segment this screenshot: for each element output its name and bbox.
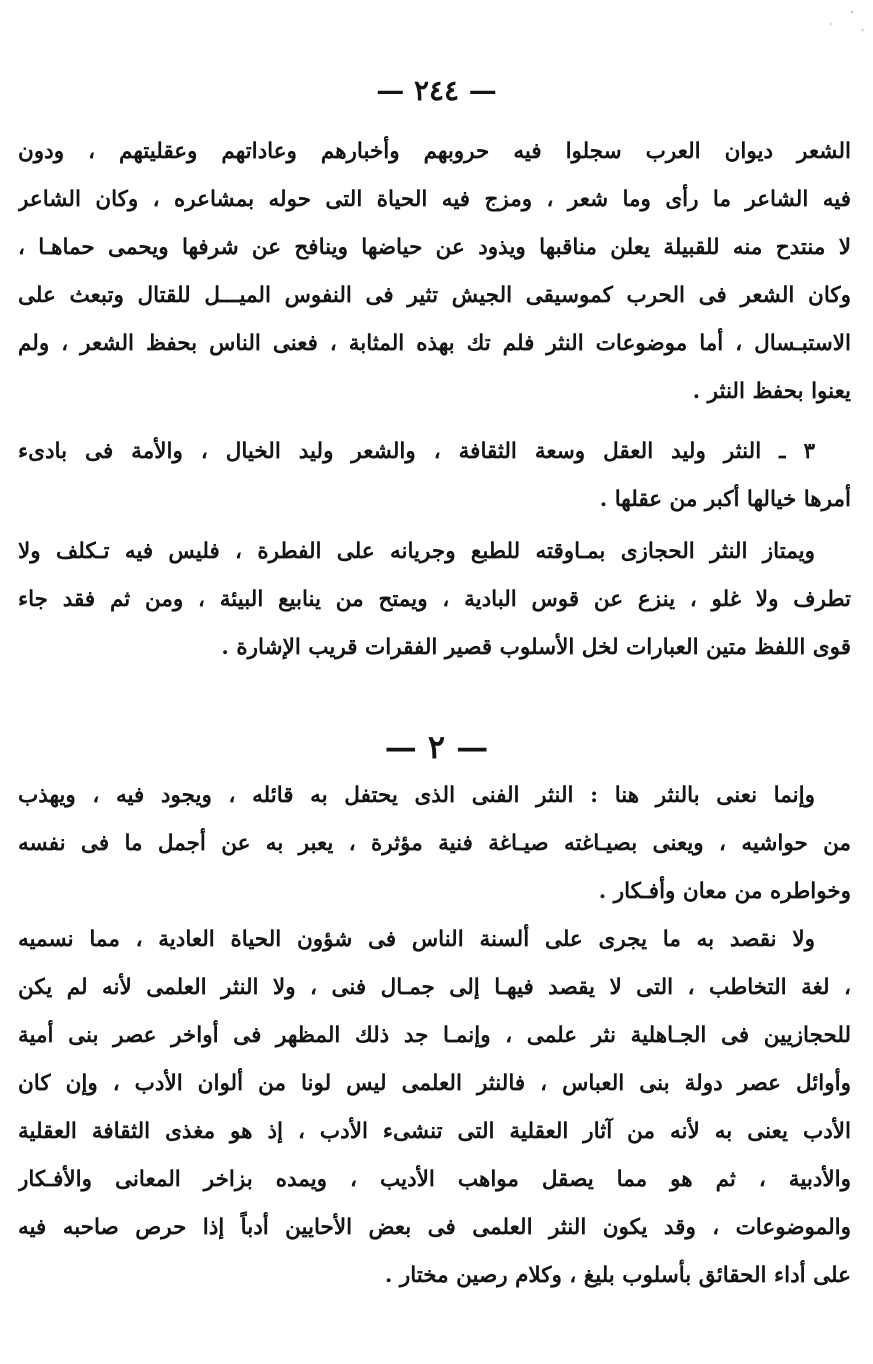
paragraph-line: لا منتدح منه للقبيلة يعلن مناقبها ويذود عن حياضها وينافح عن شرفها ويحمى حماهـا ،: [18, 235, 851, 260]
paragraph-line: الشعر ديوان العرب سجلوا فيه حروبهم وأخبارهم وعاداتهم وعقليتهم ، ودون: [18, 139, 851, 164]
paragraph-line: ٣ ـ النثر وليد العقل وسعة الثقافة ، والشعر وليد الخيال ، والأمة فى بادىء: [18, 439, 815, 464]
page-number: — ٢٤٤ —: [376, 74, 497, 107]
paragraph-line: للحجازيين فى الجـاهلية نثر علمى ، وإنمـا جد ذلك المظهر فى أواخر عصر بنى أمية: [18, 1023, 851, 1048]
paragraph-line: أمرها خيالها أكبر من عقلها .: [599, 487, 851, 512]
paragraph-line: يعنوا بحفظ النثر .: [692, 379, 851, 404]
paragraph-line: الأدب يعنى به لأنه من آثار العقلية التى تنشىء الأدب ، إذ هو مغذى الثقافة العقلية: [18, 1119, 851, 1144]
paragraph-line: وأوائل عصر دولة بنى العباس ، فالنثر العلمى ليس لونا من ألوان الأدب ، وإن كان: [18, 1071, 851, 1096]
paragraph-2: [18, 428, 851, 524]
paragraph-1: [18, 128, 851, 416]
paragraph-line: وخواطره من معان وأفـكار .: [598, 879, 851, 904]
paragraph-5: [18, 916, 851, 1300]
paragraph-line: فيه الشاعر ما رأى وما شعر ، ومزج فيه الحياة التى حوله بمشاعره ، وكان الشاعر: [18, 187, 851, 212]
paragraph-line: وإنما نعنى بالنثر هنا : النثر الفنى الذى يحتفل به قائله ، ويجود فيه ، ويهذب: [18, 783, 815, 808]
paragraph-line: والموضوعات ، وقد يكون النثر العلمى فى بعض الأحايين أدباً إذا حرص صاحبه فيه: [18, 1215, 851, 1240]
paragraph-line: على أداء الحقائق بأسلوب بليغ ، وكلام رصين مختار .: [384, 1263, 851, 1288]
paragraph-line: والأدبية ، ثم هو مما يصقل مواهب الأديب ، ويمده بزاخر المعانى والأفـكار: [18, 1167, 851, 1192]
paragraph-line: تطرف ولا غلو ، ينزع عن قوس البادية ، ويمتح من ينابيع البيئة ، ومن ثم فقد جاء: [18, 587, 851, 612]
paragraph-line: قوى اللفظ متين العبارات لخل الأسلوب قصير الفقرات قريب الإشارة .: [221, 635, 851, 660]
paragraph-line: ولا نقصد به ما يجرى على ألسنة الناس فى شؤون الحياة العادية ، مما نسميه: [18, 927, 815, 952]
paragraph-4: [18, 772, 851, 916]
paragraph-3: [18, 528, 851, 672]
paragraph-line: الاستبـسال ، أما موضوعات النثر فلم تك بهذه المثابة ، فعنى الناس بحفظ الشعر ، ولم: [18, 331, 851, 356]
paragraph-line: من حواشيه ، ويعنى بصيـاغته صيـاغة فنية مؤثرة ، يعبر به عن أجمل ما فى نفسه: [18, 831, 851, 856]
paragraph-line: ، لغة التخاطب ، التى لا يقصد فيهـا إلى جمـال فنى ، ولا النثر العلمى لأنه لم يكن: [18, 975, 851, 1000]
scan-speckle: [803, 0, 873, 40]
paragraph-line: ويمتاز النثر الحجازى بمـاوقته للطبع وجريانه على الفطرة ، فليس فيه تـكلف ولا: [18, 539, 815, 564]
section-number: — ٢ —: [384, 728, 489, 766]
paragraph-line: وكان الشعر فى الحرب كموسيقى الجيش تثير فى النفوس الميـــل للقتال وتبعث على: [18, 283, 851, 308]
